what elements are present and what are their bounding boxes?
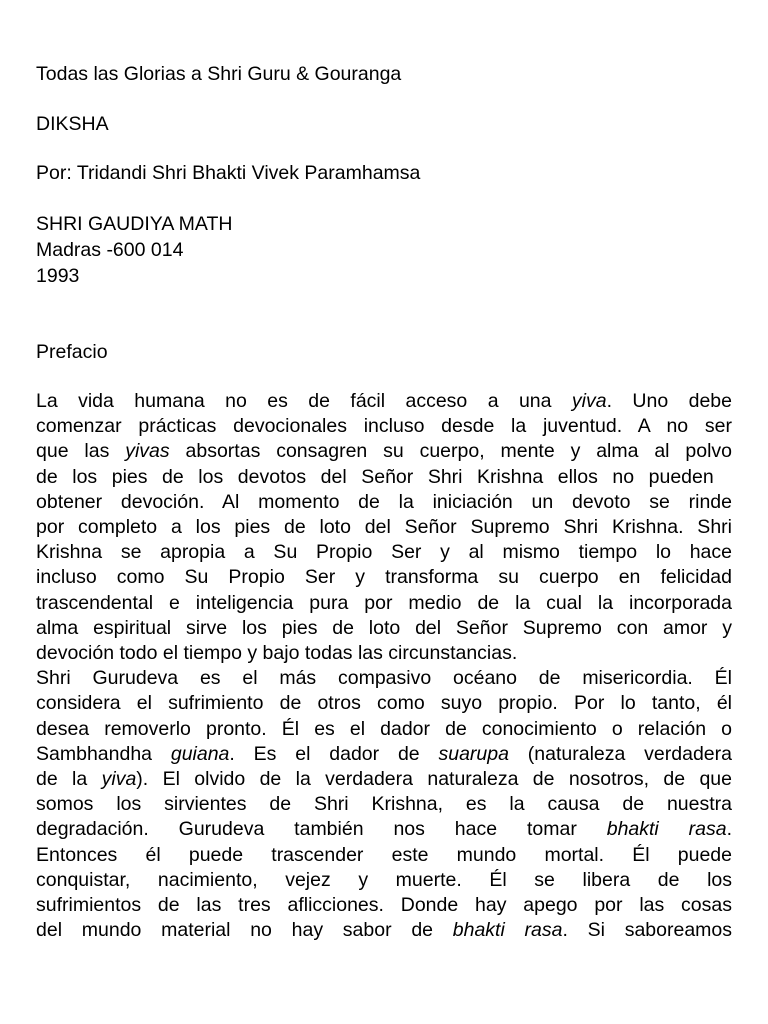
text-run: Krishna se apropia a Su Propio Ser y al mismo tiempo lo hace <box>36 541 732 564</box>
body-text <box>36 389 732 943</box>
text-run: por completo a los pies de loto del Señor Supremo Shri Krishna. Shri <box>36 516 732 539</box>
publisher-address: Madras -600 014 <box>36 239 184 261</box>
publisher-name: SHRI GAUDIYA MATH <box>36 213 233 235</box>
text-line <box>36 767 732 792</box>
text-line <box>36 616 732 641</box>
text-line <box>36 817 732 842</box>
text-run: . Es el dador de <box>229 742 439 765</box>
text-run: Sambhandha <box>36 742 171 765</box>
italic-term: bhakti rasa <box>606 818 727 841</box>
text-run: trascendental e inteligencia pura por medio de la cual la incorporada <box>36 591 732 614</box>
italic-term: guiana <box>170 742 230 765</box>
italic-term: yiva <box>571 390 607 412</box>
text-run: incluso como Su Propio Ser y transforma su cuerpo en felicidad <box>36 566 732 589</box>
text-run: considera el sufrimiento de otros como suyo propio. Por lo tanto, él <box>36 692 732 715</box>
text-run: (naturaleza verdadera <box>508 742 732 765</box>
text-run: comenzar prácticas devocionales incluso desde la juventud. A no ser <box>36 415 732 438</box>
text-run: de los pies de los devotos del Señor Shri Krishna ellos no pueden <box>36 465 714 488</box>
text-run: . Si saboreamos <box>562 919 733 942</box>
text-line <box>36 439 732 464</box>
text-line <box>36 893 732 918</box>
text-run: de la <box>36 768 102 791</box>
text-line <box>36 389 732 414</box>
italic-term: suarupa <box>438 742 509 765</box>
text-line <box>36 591 732 616</box>
text-line <box>36 792 732 817</box>
text-run: degradación. Gurudeva también nos hace tomar <box>36 818 607 841</box>
text-line <box>36 868 732 893</box>
italic-term: bhakti rasa <box>452 919 563 942</box>
text-run: conquistar, nacimiento, vejez y muerte. Él se libera de los <box>36 868 732 891</box>
dedication-line: Todas las Glorias a Shri Guru & Gouranga <box>36 63 402 85</box>
text-run: sufrimientos de las tres aflicciones. Donde hay apego por las cosas <box>36 894 732 917</box>
text-line <box>36 666 732 691</box>
text-run: La vida humana no es de fácil acceso a una <box>36 390 572 412</box>
text-run: devoción todo el tiempo y bajo todas las circunstancias. <box>36 642 518 665</box>
text-line <box>36 565 732 590</box>
text-line <box>36 742 732 767</box>
document-title: DIKSHA <box>36 113 109 135</box>
text-run: somos los sirvientes de Shri Krishna, es la causa de nuestra <box>36 793 732 816</box>
text-run: absortas consagren su cuerpo, mente y alma al polvo <box>169 440 732 463</box>
text-line <box>36 490 732 515</box>
text-run: Shri Gurudeva es el más compasivo océano de misericordia. Él <box>36 667 732 690</box>
paragraph <box>36 666 732 943</box>
text-run: desea removerlo pronto. Él es el dador de conocimiento o relación o <box>36 717 732 740</box>
text-run: alma espiritual sirve los pies de loto del Señor Supremo con amor y <box>36 616 732 639</box>
text-run: . <box>726 818 733 841</box>
text-line <box>36 843 732 868</box>
italic-term: yivas <box>125 440 170 463</box>
text-run: Entonces él puede trascender este mundo mortal. Él puede <box>36 843 732 866</box>
text-line <box>36 918 732 943</box>
paragraph <box>36 389 732 666</box>
publication-year: 1993 <box>36 265 80 287</box>
italic-term: yiva <box>101 768 137 791</box>
text-line <box>36 414 732 439</box>
text-run: obtener devoción. Al momento de la iniciación un devoto se rinde <box>36 490 732 513</box>
text-line <box>36 515 732 540</box>
section-title: Prefacio <box>36 341 108 363</box>
text-line <box>36 540 732 565</box>
text-run: . Uno debe <box>606 390 732 412</box>
author-line: Por: Tridandi Shri Bhakti Vivek Paramhamsa <box>36 162 421 184</box>
text-line <box>36 691 732 716</box>
text-line <box>36 641 732 666</box>
text-line <box>36 717 732 742</box>
text-run: ). El olvido de la verdadera naturaleza de nosotros, de que <box>136 768 733 791</box>
text-run: del mundo material no hay sabor de <box>36 919 453 942</box>
text-line <box>36 465 732 490</box>
text-run: que las <box>36 440 126 463</box>
